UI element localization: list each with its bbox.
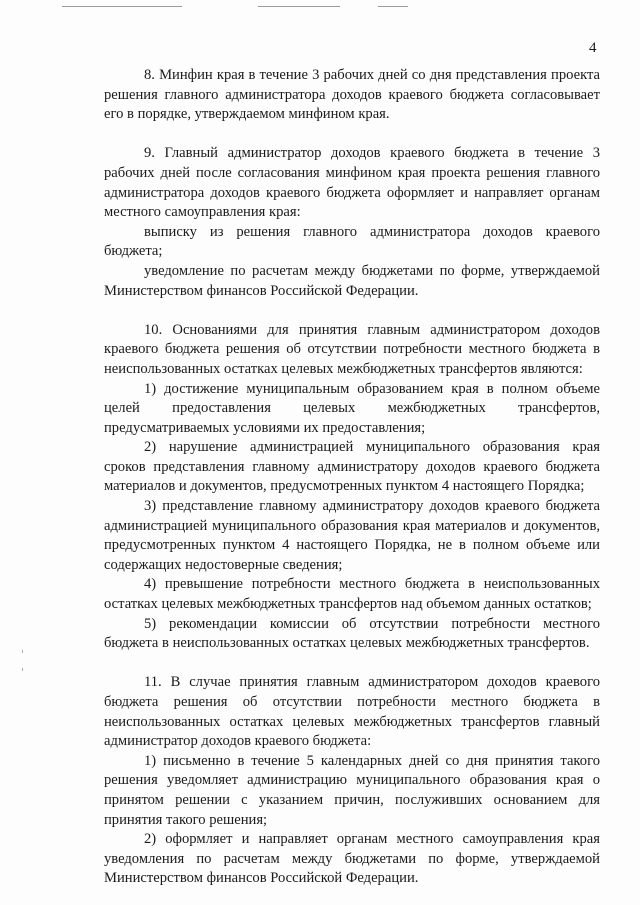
paragraph: 2) оформляет и направляет органам местного самоуправления края уведомления по расчетам между бюджетами по форме, утверждаемой Министерством финансов Российской Федерации. — [104, 831, 600, 887]
paragraph: 11. В случае принятия главным администратором доходов краевого бюджета решения об отсутствии потребности местного бюджета в неиспользованных остатках целевых межбюджетных трансфертов главный администратор доходов краевого бюджета: — [104, 674, 600, 750]
paragraph: 1) письменно в течение 5 календарных дней со дня принятия такого решения уведомляет администрацию муниципального образования края о принятом решении с указанием причин, послуживших основанием для принятия такого решения; — [104, 752, 600, 828]
paragraph: 4) превышение потребности местного бюджета в неиспользованных остатках целевых межбюджетных трансфертов над объемом данных остатков; — [104, 576, 600, 613]
paragraph: 8. Минфин края в течение 3 рабочих дней со дня представления проекта решения главного администратора доходов краевого бюджета согласовывает его в порядке, утверждаемом минфином края. — [104, 67, 600, 123]
page-number: 4 — [589, 40, 597, 56]
margin-mark — [22, 650, 23, 653]
paragraph: 9. Главный администратор доходов краевого бюджета в течение 3 рабочих дней после согласования минфином края проекта решения главного администратора доходов краевого бюджета оформляет и направляет органам местного самоуправления края: — [104, 145, 600, 221]
margin-mark — [22, 668, 23, 671]
scan-artifact-rule — [378, 6, 408, 7]
scan-artifact-rule — [258, 6, 340, 7]
paragraph: 10. Основаниями для принятия главным администратором доходов краевого бюджета решения об отсутствии потребности местного бюджета в неиспользованных остатках целевых межбюджетных трансфертов являются: — [104, 321, 600, 377]
paragraph: 5) рекомендации комиссии об отсутствии потребности местного бюджета в неиспользованных остатках целевых межбюджетных трансфертов. — [104, 615, 600, 652]
paragraph: 2) нарушение администрацией муниципального образования края сроков представления главному администратору доходов краевого бюджета материалов и документов, предусмотренных пунктом 4 настоящего Порядка; — [104, 439, 600, 495]
document-body — [104, 66, 600, 889]
paragraph: 1) достижение муниципальным образованием края в полном объеме целей предоставления целевых межбюджетных трансфертов, предусматриваемых условиями их предоставления; — [104, 380, 600, 436]
scan-artifact-rule — [62, 6, 182, 7]
paragraph: уведомление по расчетам между бюджетами по форме, утверждаемой Министерством финансов Российской Федерации. — [104, 262, 600, 299]
paragraph: выписку из решения главного администратора доходов краевого бюджета; — [104, 223, 600, 260]
paragraph: 3) представление главному администратору доходов краевого бюджета администрацией муниципального образования края материалов и документов, предусмотренных пунктом 4 настоящего Порядка, не в полном объеме или содержащих недостоверные сведения; — [104, 498, 600, 573]
